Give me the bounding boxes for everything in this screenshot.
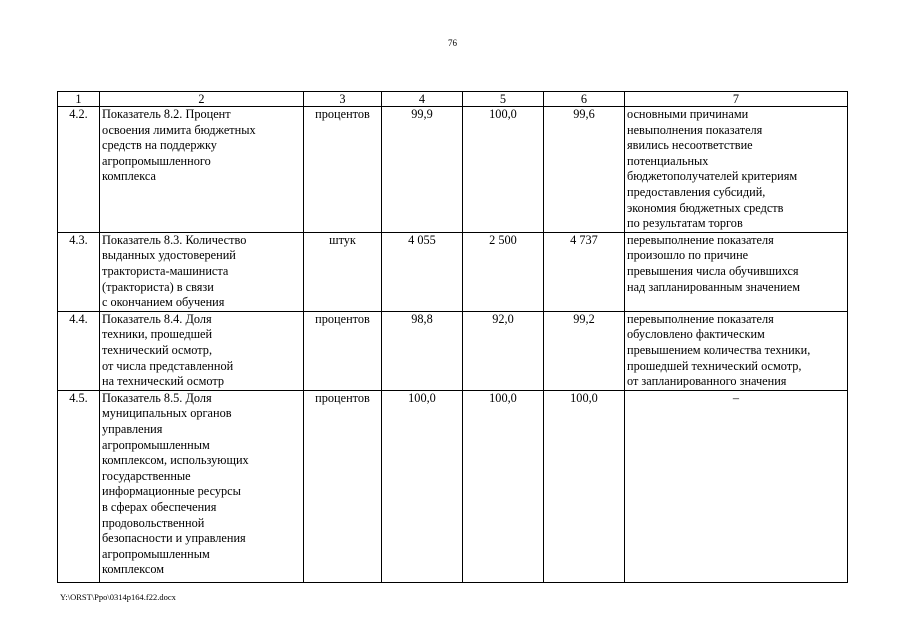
column-number: 7	[625, 92, 848, 107]
row-number: 4.4.	[58, 311, 100, 390]
value-cell: 4 737	[544, 232, 625, 311]
column-number: 4	[382, 92, 463, 107]
indicator-name: Показатель 8.3. Количество выданных удостоверений тракториста-машиниста (тракториста) в связи с окончанием обучения	[100, 232, 304, 311]
value-cell: 2 500	[463, 232, 544, 311]
indicator-name: Показатель 8.5. Доля муниципальных органов управления агропромышленным комплексом, использующих государственные информационные ресурсы в сферах обеспечения продовольственной безопасности и управления агропромышленным комплексом	[100, 390, 304, 582]
indicator-name: Показатель 8.4. Доля техники, прошедшей технический осмотр, от числа представленной на технический осмотр	[100, 311, 304, 390]
column-number: 1	[58, 92, 100, 107]
note-cell: основными причинами невыполнения показателя явились несоответствие потенциальных бюджетополучателей критериям предоставления субсидий, экономия бюджетных средств по результатам торгов	[625, 107, 848, 233]
row-number: 4.5.	[58, 390, 100, 582]
unit-cell: процентов	[304, 107, 382, 233]
table-row	[58, 107, 848, 233]
column-number: 3	[304, 92, 382, 107]
indicators-table	[57, 91, 848, 583]
value-cell: 98,8	[382, 311, 463, 390]
value-cell: 100,0	[544, 390, 625, 582]
column-number: 5	[463, 92, 544, 107]
page-number: 76	[448, 38, 457, 48]
column-number-row	[58, 92, 848, 107]
note-cell: –	[625, 390, 848, 582]
value-cell: 99,2	[544, 311, 625, 390]
indicator-name: Показатель 8.2. Процент освоения лимита бюджетных средств на поддержку агропромышленного комплекса	[100, 107, 304, 233]
column-number: 6	[544, 92, 625, 107]
unit-cell: штук	[304, 232, 382, 311]
value-cell: 100,0	[463, 390, 544, 582]
row-number: 4.2.	[58, 107, 100, 233]
table-row	[58, 311, 848, 390]
unit-cell: процентов	[304, 390, 382, 582]
column-number: 2	[100, 92, 304, 107]
value-cell: 100,0	[382, 390, 463, 582]
row-number: 4.3.	[58, 232, 100, 311]
file-path-footer: Y:\ORST\Ppo\0314p164.f22.docx	[60, 592, 176, 602]
unit-cell: процентов	[304, 311, 382, 390]
value-cell: 99,9	[382, 107, 463, 233]
value-cell: 99,6	[544, 107, 625, 233]
value-cell: 4 055	[382, 232, 463, 311]
value-cell: 100,0	[463, 107, 544, 233]
table-row	[58, 390, 848, 582]
note-cell: перевыполнение показателя обусловлено фактическим превышением количества техники, прошедшей технический осмотр, от запланированного значения	[625, 311, 848, 390]
value-cell: 92,0	[463, 311, 544, 390]
note-cell: перевыполнение показателя произошло по причине превышения числа обучившихся над запланированным значением	[625, 232, 848, 311]
table-row	[58, 232, 848, 311]
